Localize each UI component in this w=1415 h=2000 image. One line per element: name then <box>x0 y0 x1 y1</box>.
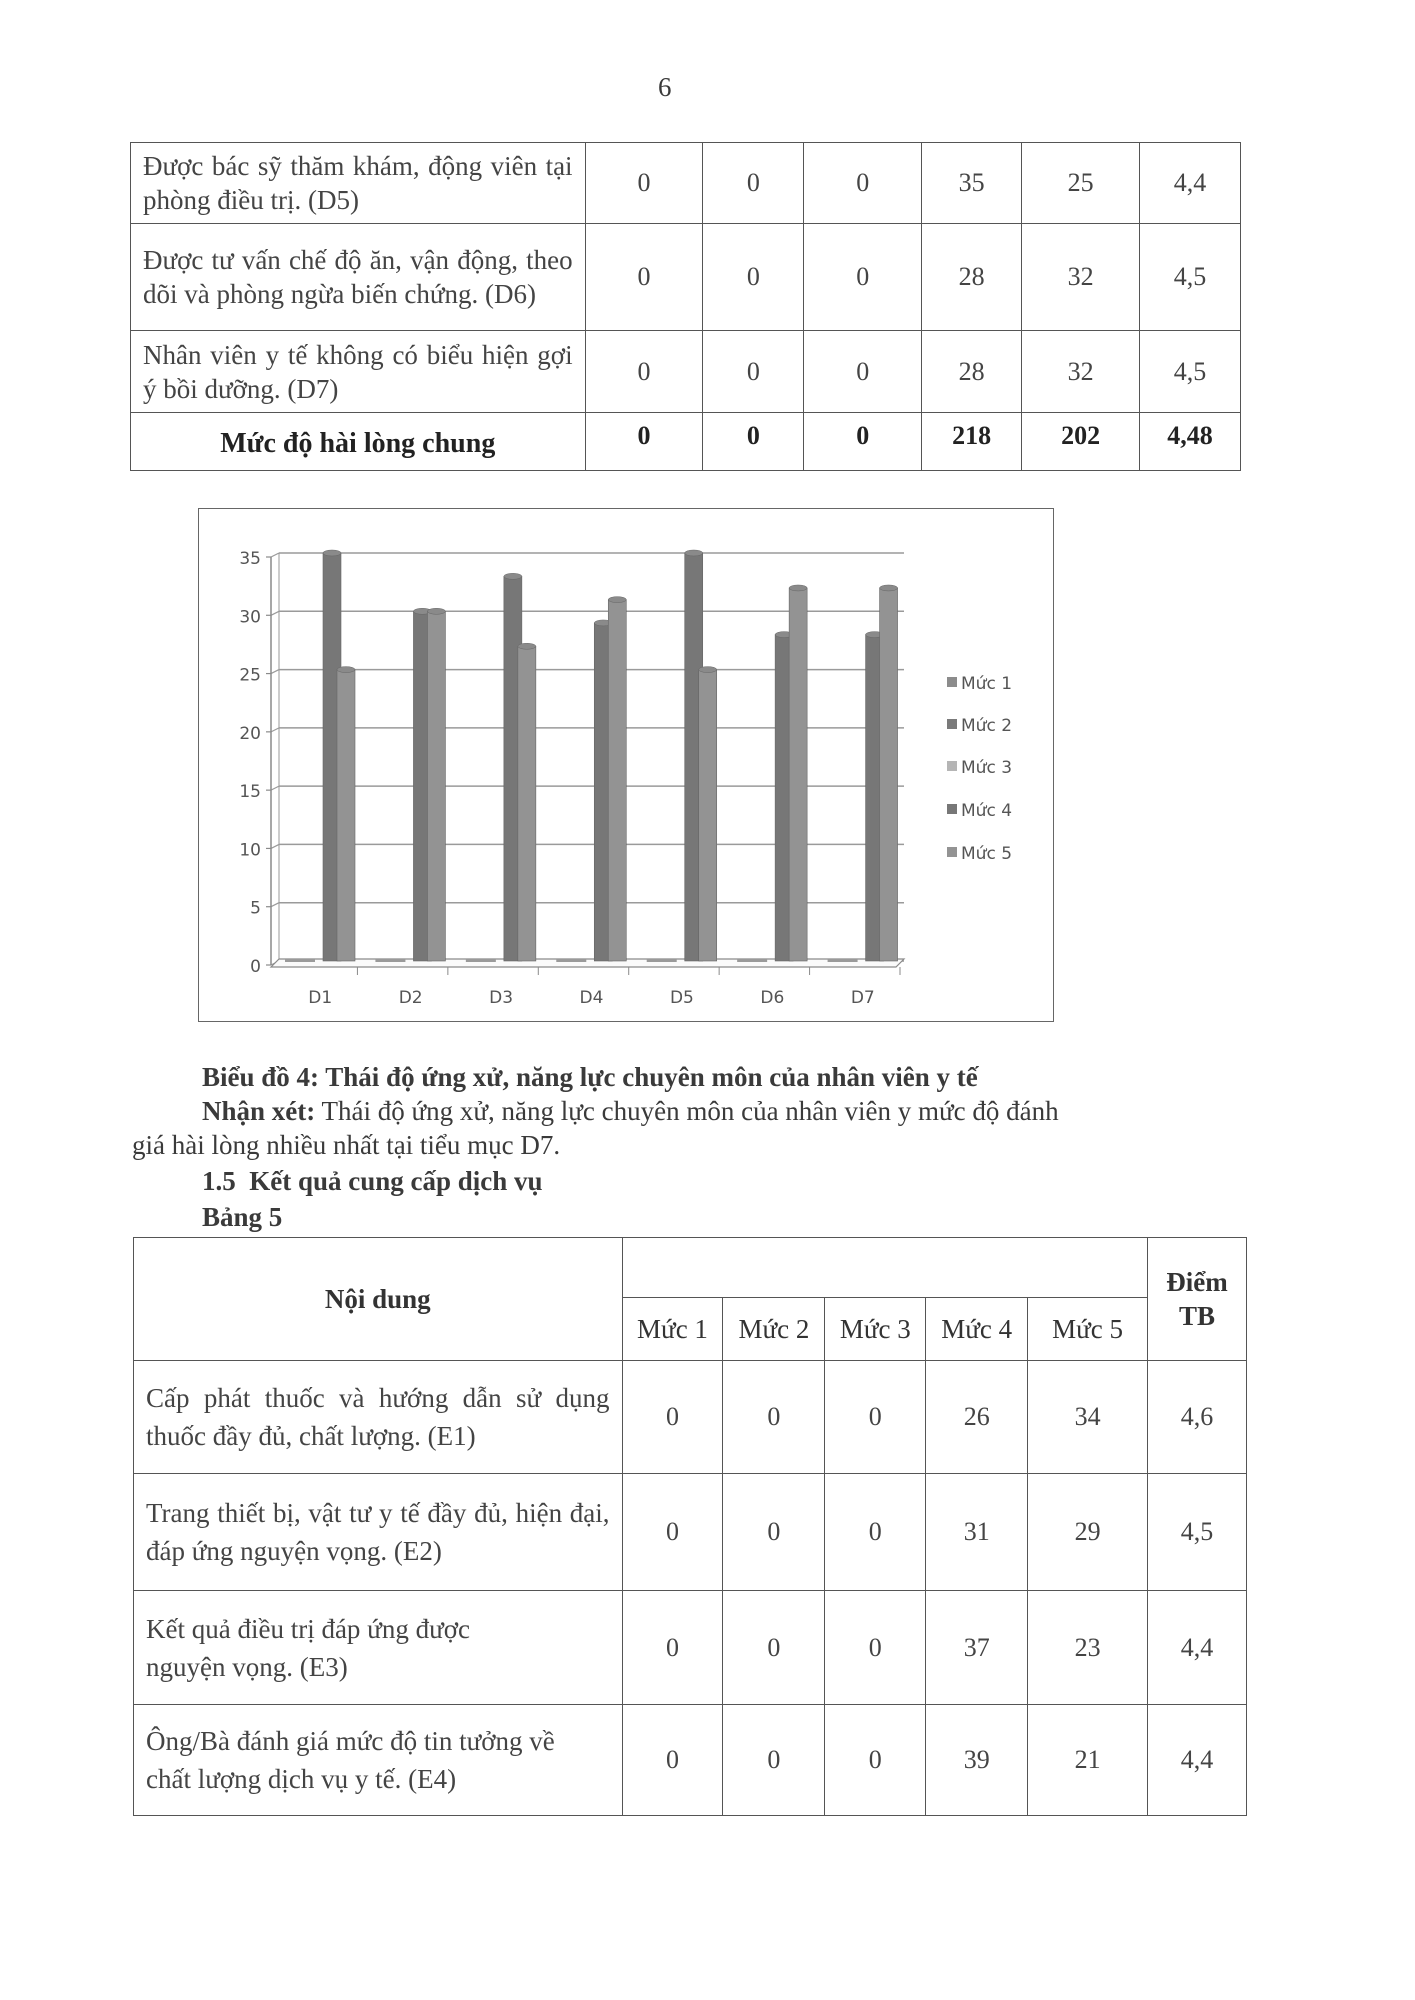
cell-muc-3: 0 <box>825 1705 926 1816</box>
header-row <box>134 1238 1247 1298</box>
total-label: Mức độ hài lòng chung <box>131 413 586 471</box>
cell-muc-5: 34 <box>1028 1361 1148 1474</box>
bar-muc-5 <box>608 600 626 961</box>
cell-muc-5: 32 <box>1022 224 1140 331</box>
cell-score: 4,4 <box>1140 143 1241 224</box>
legend-swatch <box>947 804 957 814</box>
cell-muc-2: 0 <box>723 1474 825 1591</box>
cell-muc-2: 0 <box>723 1705 825 1816</box>
total-row <box>131 413 1241 471</box>
legend-swatch <box>947 719 957 729</box>
y-tick-label: 25 <box>239 665 261 686</box>
satisfaction-table-d <box>130 142 1241 471</box>
gridline-depth <box>271 844 279 848</box>
cell-muc-2: 0 <box>723 1591 825 1705</box>
total-muc-2: 0 <box>703 413 804 471</box>
cell-muc-4: 31 <box>926 1474 1028 1591</box>
cell-muc-1: 0 <box>622 1361 723 1474</box>
page-number: 6 <box>658 72 672 102</box>
table-row <box>134 1591 1247 1705</box>
bar-zero-levels <box>285 959 315 962</box>
table-row <box>134 1705 1247 1816</box>
bar-muc-5 <box>880 588 898 961</box>
figure-caption: Biểu đồ 4: Thái độ ứng xử, năng lực chuyên môn của nhân viên y tế <box>202 1062 978 1092</box>
cell-muc-1: 0 <box>622 1591 723 1705</box>
cell-muc-5: 21 <box>1028 1705 1148 1816</box>
total-muc-5: 202 <box>1022 413 1140 471</box>
service-results-table <box>133 1237 1247 1816</box>
header-muc-4: Mức 4 <box>926 1298 1028 1361</box>
header-score <box>1148 1238 1247 1361</box>
cell-muc-2: 0 <box>723 1361 825 1474</box>
remark-line-1 <box>202 1096 1059 1127</box>
y-tick-label: 30 <box>239 607 261 628</box>
gridline-depth <box>271 728 279 732</box>
chart-floor <box>271 959 904 967</box>
bar-muc-5 <box>699 670 717 961</box>
y-tick-label: 35 <box>239 549 261 569</box>
table-row <box>131 143 1241 224</box>
y-tick-label: 10 <box>239 840 261 861</box>
legend-swatch <box>947 847 957 857</box>
cell-muc-2: 0 <box>703 224 804 331</box>
x-tick-label: D3 <box>489 988 514 1008</box>
cell-muc-4: 35 <box>922 143 1022 224</box>
bar-muc-5-top <box>699 667 717 673</box>
legend-label: Mức 2 <box>961 716 1013 736</box>
cell-score: 4,5 <box>1148 1474 1247 1591</box>
bar-muc-4-top <box>685 550 703 556</box>
cell-score: 4,6 <box>1148 1361 1247 1474</box>
cell-muc-4: 28 <box>922 331 1022 413</box>
legend-swatch <box>947 761 957 771</box>
remark-label: Nhận xét: <box>202 1096 316 1126</box>
header-score-line-1: Điểm <box>1166 1267 1228 1297</box>
row-description: Được tư vấn chế độ ăn, vận động, theo dõi và phòng ngừa biến chứng. (D6) <box>131 224 586 331</box>
bar-muc-5 <box>337 670 355 961</box>
bar-muc-5-top <box>518 643 536 649</box>
row-description: Cấp phát thuốc và hướng dẫn sử dụng thuốc đầy đủ, chất lượng. (E1) <box>134 1361 623 1474</box>
row-description: Kết quả điều trị đáp ứng được nguyện vọng. (E3) <box>134 1591 623 1705</box>
remark-line-2: giá hài lòng nhiều nhất tại tiểu mục D7. <box>132 1130 561 1160</box>
cell-muc-5: 29 <box>1028 1474 1148 1591</box>
remark-text: Thái độ ứng xử, năng lực chuyên môn của nhân viên y mức độ đánh <box>315 1096 1059 1126</box>
legend-label: Mức 4 <box>961 801 1013 821</box>
cell-muc-3: 0 <box>825 1361 926 1474</box>
chart-canvas <box>199 509 1053 1021</box>
table-row <box>131 331 1241 413</box>
bar-zero-levels <box>737 959 767 962</box>
legend-swatch <box>947 677 957 687</box>
cell-score: 4,4 <box>1148 1705 1247 1816</box>
x-tick-label: D2 <box>398 988 423 1008</box>
table-row <box>134 1474 1247 1591</box>
x-tick-label: D5 <box>669 988 694 1008</box>
bar-muc-5-top <box>337 667 355 673</box>
bar-muc-4-top <box>504 573 522 579</box>
table-label: Bảng 5 <box>202 1202 283 1232</box>
bar-muc-5-top <box>427 608 445 614</box>
legend-label: Mức 3 <box>961 758 1013 778</box>
cell-muc-1: 0 <box>585 224 703 331</box>
gridline-depth <box>271 611 279 615</box>
cell-muc-1: 0 <box>585 331 703 413</box>
bar-zero-levels <box>466 959 496 962</box>
cell-muc-2: 0 <box>703 143 804 224</box>
cell-muc-1: 0 <box>585 143 703 224</box>
cell-score: 4,5 <box>1140 331 1241 413</box>
bar-muc-4-top <box>323 550 341 556</box>
x-tick-label: D7 <box>850 988 875 1008</box>
bar-muc-5-top <box>789 585 807 591</box>
table-row <box>131 224 1241 331</box>
cell-muc-4: 28 <box>922 224 1022 331</box>
bar-zero-levels <box>647 959 677 962</box>
row-description: Ông/Bà đánh giá mức độ tin tưởng về chất lượng dịch vụ y tế. (E4) <box>134 1705 623 1816</box>
cell-muc-3: 0 <box>804 331 922 413</box>
bar-muc-5-top <box>608 597 626 603</box>
gridline-depth <box>271 786 279 790</box>
bar-zero-levels <box>828 959 858 962</box>
y-tick-label: 0 <box>250 957 261 977</box>
bar-muc-5-top <box>880 585 898 591</box>
bar-chart <box>198 508 1054 1022</box>
cell-muc-1: 0 <box>622 1474 723 1591</box>
cell-muc-4: 26 <box>926 1361 1028 1474</box>
cell-muc-3: 0 <box>825 1474 926 1591</box>
cell-muc-5: 32 <box>1022 331 1140 413</box>
cell-muc-3: 0 <box>804 143 922 224</box>
total-muc-1: 0 <box>585 413 703 471</box>
legend-label: Mức 1 <box>961 674 1013 694</box>
cell-muc-4: 39 <box>926 1705 1028 1816</box>
gridline-depth <box>271 903 279 907</box>
x-tick-label: D4 <box>579 988 604 1008</box>
bar-muc-5 <box>518 646 536 961</box>
header-score-line-2: TB <box>1179 1301 1216 1331</box>
row-description: Được bác sỹ thăm khám, động viên tại phòng điều trị. (D5) <box>131 143 586 224</box>
cell-score: 4,4 <box>1148 1591 1247 1705</box>
table-row <box>134 1361 1247 1474</box>
gridline-depth <box>271 553 279 557</box>
header-muc-1: Mức 1 <box>622 1298 723 1361</box>
total-muc-3: 0 <box>804 413 922 471</box>
y-tick-label: 5 <box>250 898 261 919</box>
header-levels-group <box>622 1238 1148 1298</box>
header-muc-3: Mức 3 <box>825 1298 926 1361</box>
bar-zero-levels <box>375 959 405 962</box>
cell-muc-4: 37 <box>926 1591 1028 1705</box>
total-score: 4,48 <box>1140 413 1241 471</box>
row-description: Trang thiết bị, vật tư y tế đầy đủ, hiện đại, đáp ứng nguyện vọng. (E2) <box>134 1474 623 1591</box>
row-description: Nhân viên y tế không có biểu hiện gợi ý bồi dưỡng. (D7) <box>131 331 586 413</box>
section-heading: 1.5 Kết quả cung cấp dịch vụ <box>202 1166 543 1196</box>
cell-muc-5: 23 <box>1028 1591 1148 1705</box>
total-muc-4: 218 <box>922 413 1022 471</box>
legend-label: Mức 5 <box>961 844 1013 864</box>
x-tick-label: D1 <box>308 988 333 1008</box>
header-muc-2: Mức 2 <box>723 1298 825 1361</box>
cell-score: 4,5 <box>1140 224 1241 331</box>
bar-zero-levels <box>556 959 586 962</box>
y-tick-label: 15 <box>239 782 261 803</box>
bar-muc-5 <box>427 611 445 961</box>
y-tick-label: 20 <box>239 723 261 744</box>
header-muc-5: Mức 5 <box>1028 1298 1148 1361</box>
cell-muc-3: 0 <box>804 224 922 331</box>
cell-muc-1: 0 <box>622 1705 723 1816</box>
x-tick-label: D6 <box>760 988 785 1008</box>
bar-muc-5 <box>789 588 807 961</box>
header-content: Nội dung <box>134 1238 623 1361</box>
cell-muc-2: 0 <box>703 331 804 413</box>
gridline-depth <box>271 670 279 674</box>
cell-muc-3: 0 <box>825 1591 926 1705</box>
cell-muc-5: 25 <box>1022 143 1140 224</box>
